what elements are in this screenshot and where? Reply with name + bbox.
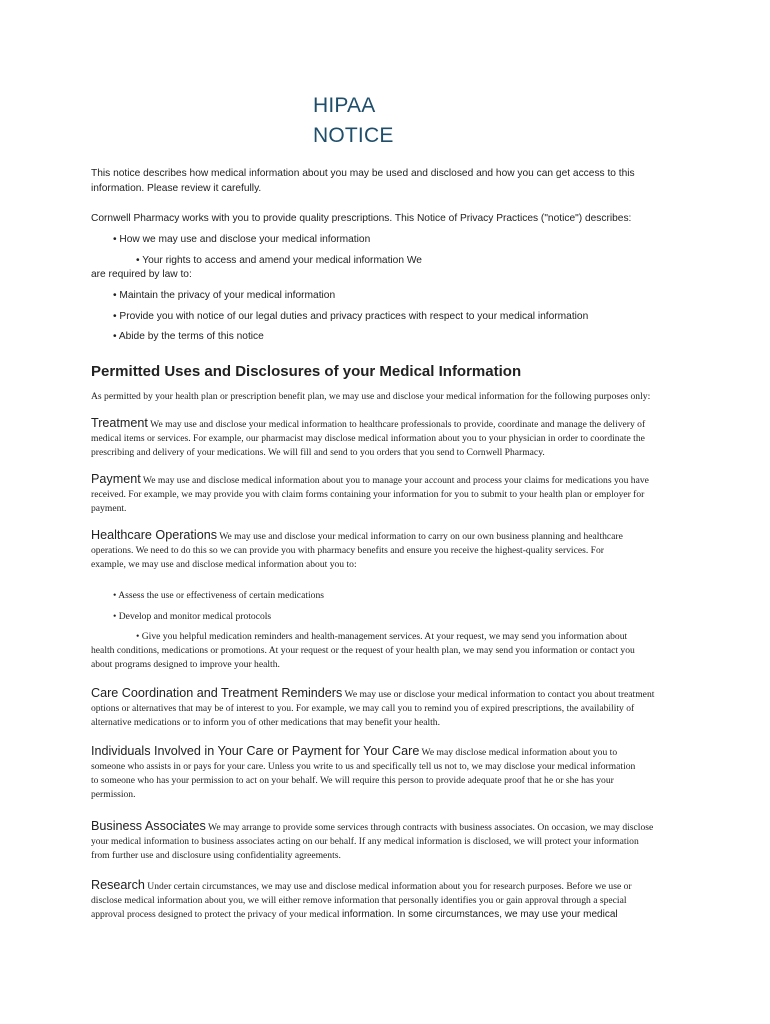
- operations-bullet-3: • Give you helpful medication reminders and health-management services. At your request, we may send you information about: [136, 631, 628, 642]
- treatment-paragraph: [91, 416, 681, 460]
- individuals-heading: Individuals Involved in Your Care or Payment for Your Care: [91, 744, 420, 758]
- individuals-line-1: We may disclose medical information about you to: [419, 747, 618, 758]
- care-line-3: alternative medications or to inform you of other medications that may benefit your health.: [91, 717, 441, 728]
- payment-line-1: We may use and disclose medical information about you to manage your account and process your claims for medications you have: [140, 475, 649, 486]
- operations-heading: Healthcare Operations: [91, 528, 218, 542]
- intro-bullet-5: • Abide by the terms of this notice: [113, 331, 264, 342]
- associates-heading: Business Associates: [91, 819, 206, 833]
- intro-notice-line-1: This notice describes how medical information about you may be used and disclosed and how you can get access to this: [91, 168, 635, 179]
- research-line-2: disclose medical information about you, we will either remove information that personally identifies you or gain approval through a special: [91, 895, 627, 906]
- research-heading: Research: [91, 878, 145, 892]
- treatment-line-1: We may use and disclose your medical information to healthcare professionals to provide, coordinate and manage the delivery of: [147, 419, 646, 430]
- treatment-line-3: prescribing and delivery of your medications. We will fill and send to you orders that you send to Cornwell Pharmacy.: [91, 447, 545, 458]
- payment-line-3: payment.: [91, 503, 127, 514]
- individuals-paragraph: [91, 744, 681, 802]
- operations-paragraph: [91, 528, 681, 572]
- associates-paragraph: [91, 819, 681, 863]
- operations-line-2: operations. We need to do this so we can provide you with pharmacy benefits and ensure you receive the highest-quality services. For: [91, 545, 604, 556]
- associates-line-1: We may arrange to provide some services through contracts with business associates. On occasion, we may disclose: [205, 822, 654, 833]
- title-line-2: NOTICE: [313, 124, 394, 147]
- intro-bullet-3: • Maintain the privacy of your medical information: [113, 290, 336, 301]
- intro-bullet-2: • Your rights to access and amend your medical information We: [136, 255, 422, 266]
- research-line-1: Under certain circumstances, we may use and disclose medical information about you for research purposes. Before we use or: [144, 881, 632, 892]
- care-line-2: options or alternatives that may be of interest to you. For example, we may call you to remind you of expired prescriptions, the availability of: [91, 703, 635, 714]
- operations-line-3: example, we may use and disclose medical information about you to:: [91, 559, 357, 570]
- section-heading: Permitted Uses and Disclosures of your Medical Information: [91, 363, 522, 380]
- treatment-line-2: medical items or services. For example, our pharmacist may disclose medical information about you to your physician in order to coordinate the: [91, 433, 645, 444]
- payment-heading: Payment: [91, 472, 141, 486]
- intro-bullet-4: • Provide you with notice of our legal duties and privacy practices with respect to your medical information: [113, 311, 589, 322]
- intro-bullet-2-cont: are required by law to:: [91, 269, 192, 280]
- intro-notice: [91, 167, 691, 196]
- operations-bullet-3-line-3: about programs designed to improve your health.: [91, 659, 280, 670]
- payment-paragraph: [91, 472, 681, 516]
- associates-line-3: from further use and disclosure using confidentiality agreements.: [91, 850, 341, 861]
- operations-bullet-2: • Develop and monitor medical protocols: [113, 611, 272, 622]
- associates-line-2: your medical information to business associates acting on our behalf. If any medical information is disclosed, we will protect your information: [91, 836, 639, 847]
- operations-bullet-3-line-2: health conditions, medications or promotions. At your request or the request of your health plan, we may send you information or contact you: [91, 645, 635, 656]
- operations-bullet-1: • Assess the use or effectiveness of certain medications: [113, 590, 324, 601]
- research-paragraph: [91, 878, 681, 922]
- treatment-heading: Treatment: [91, 416, 148, 430]
- operations-line-1: We may use and disclose your medical information to carry on our own business planning and healthcare: [217, 531, 623, 542]
- intro-works-with: Cornwell Pharmacy works with you to provide quality prescriptions. This Notice of Privacy Practices ("notice") describes:: [91, 213, 632, 224]
- intro-bullet-1: • How we may use and disclose your medical information: [113, 234, 371, 245]
- research-line-3b: information. In some circumstances, we may use your medical: [341, 909, 618, 920]
- intro-notice-line-2: information. Please review it carefully.: [91, 182, 262, 194]
- individuals-line-3: to someone who has your permission to act on your behalf. We will require this person to provide adequate proof that he or she has your: [91, 775, 614, 786]
- research-line-3a: approval process designed to protect the privacy of your medical: [91, 909, 342, 920]
- payment-line-2: received. For example, we may provide you with claim forms containing your information for you to submit to your health plan or employer for: [91, 489, 645, 500]
- care-heading: Care Coordination and Treatment Reminders: [91, 686, 343, 700]
- title-line-1: HIPAA: [313, 94, 376, 117]
- individuals-line-2: someone who assists in or pays for your care. Unless you write to us and specifically tell us not to, we may disclose your medical information: [91, 761, 636, 772]
- care-line-1: We may use or disclose your medical information to contact you about treatment: [342, 689, 655, 700]
- care-paragraph: [91, 686, 681, 730]
- individuals-line-4: permission.: [91, 789, 136, 800]
- section-lead: As permitted by your health plan or prescription benefit plan, we may use and disclose your medical information for the following purposes only:: [91, 391, 651, 402]
